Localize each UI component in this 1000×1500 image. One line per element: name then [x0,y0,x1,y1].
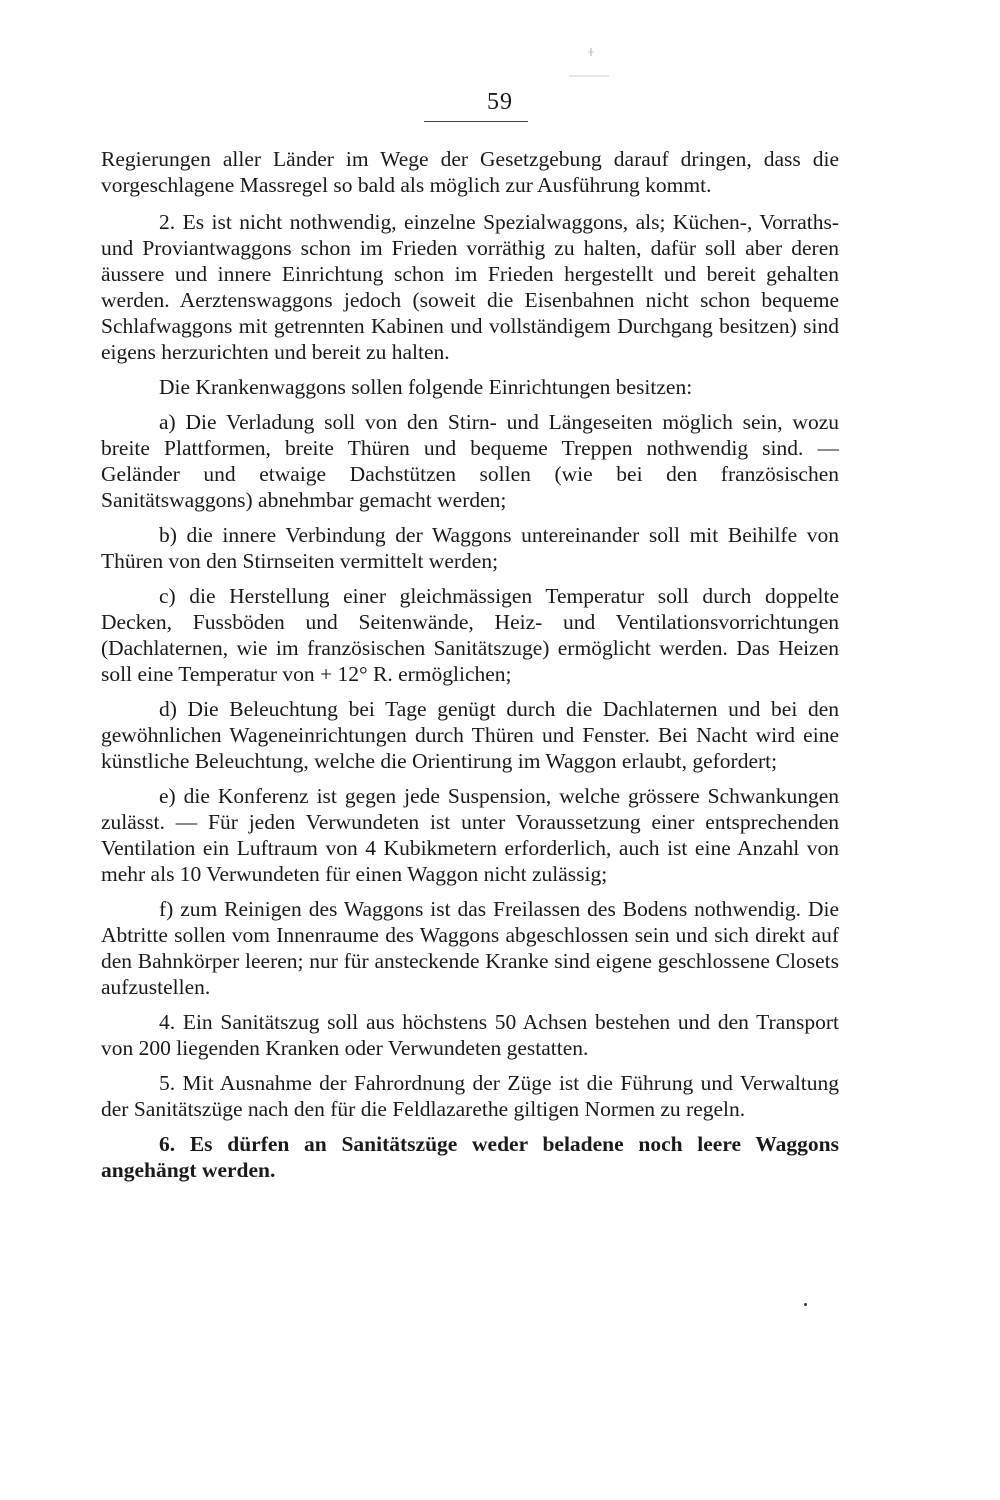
body-text [101,146,839,1183]
paragraph-krankenwaggons-intro: Die Krankenwaggons sollen folgende Einrichtungen besitzen: [159,375,693,399]
paragraph-item-b: b) die innere Verbindung der Waggons untereinander soll mit Beihilfe von Thüren von den Stirnseiten vermittelt werden; [101,523,839,573]
paragraph-item-f: f) zum Reinigen des Waggons ist das Freilassen des Bodens nothwendig. Die Abtritte sollen vom Innenraume des Waggons abgeschlossen sein und sich direkt auf den Bahnkörper leeren; nur für ansteckende Kranke sind eigene geschlossene Closets aufzustellen. [101,897,839,999]
paragraph-point-6: 6. Es dürfen an Sanitätszüge weder beladene noch leere Waggons angehängt werden. [101,1132,839,1182]
paragraph-item-c: c) die Herstellung einer gleichmässigen Temperatur soll durch doppelte Decken, Fussböden und Seitenwände, Heiz- und Ventilationsvorrichtungen (Dachlaternen, wie im französischen Sanitätszuge) ermöglicht werden. Das Heizen soll eine Temperatur von + 12° R. ermöglichen; [101,584,839,686]
paragraph-item-d: d) Die Beleuchtung bei Tage genügt durch die Dachlaternen und bei den gewöhnlichen Wageneinrichtungen durch Thüren und Fenster. Bei Nacht wird eine künstliche Beleuchtung, welche die Orientirung im Waggon erlaubt, gefordert; [101,697,839,773]
paragraph-item-e: e) die Konferenz ist gegen jede Suspension, welche grössere Schwankungen zulässt. — Für jeden Verwundeten ist unter Voraussetzung einer entsprechenden Ventilation ein Luftraum von 4 Kubikmetern erforderlich, auch ist eine Anzahl von mehr als 10 Verwundeten für einen Waggon nicht zulässig; [101,784,839,886]
page-number-rule [424,121,528,122]
library-stamp-mark [565,44,613,82]
paragraph-continuation: Regierungen aller Länder im Wege der Gesetzgebung darauf dringen, dass die vorgeschlagene Massregel so bald als möglich zur Ausführung kommt. [101,147,839,197]
paragraph-point-4: 4. Ein Sanitätszug soll aus höchstens 50 Achsen bestehen und den Transport von 200 liegenden Kranken oder Verwundeten gestatten. [101,1010,839,1060]
paragraph-point-2: 2. Es ist nicht nothwendig, einzelne Spezialwaggons, als; Küchen-, Vorraths- und Proviantwaggons schon im Frieden vorräthig zu halten, dafür soll aber deren äussere und innere Einrichtung schon im Frieden hergestellt und bereit gehalten werden. Aerztenswaggons jedoch (soweit die Eisenbahnen nicht schon bequeme Schlafwaggons mit getrennten Kabinen und vollständigem Durchgang besitzen) sind eigens herzurichten und bereit zu halten. [101,210,839,364]
paragraph-point-5: 5. Mit Ausnahme der Fahrordnung der Züge ist die Führung und Verwaltung der Sanitätszüge nach den für die Feldlazarethe giltigen Normen zu regeln. [101,1071,839,1121]
page-number: 59 [487,89,513,115]
paragraph-item-a: a) Die Verladung soll von den Stirn- und Längeseiten möglich sein, wozu breite Plattformen, breite Thüren und bequeme Treppen nothwendig sind. — Geländer und etwaige Dachstützen sollen (wie bei den französischen Sanitätswaggons) abnehmbar gemacht werden; [101,410,839,512]
ink-speck [804,1303,807,1306]
